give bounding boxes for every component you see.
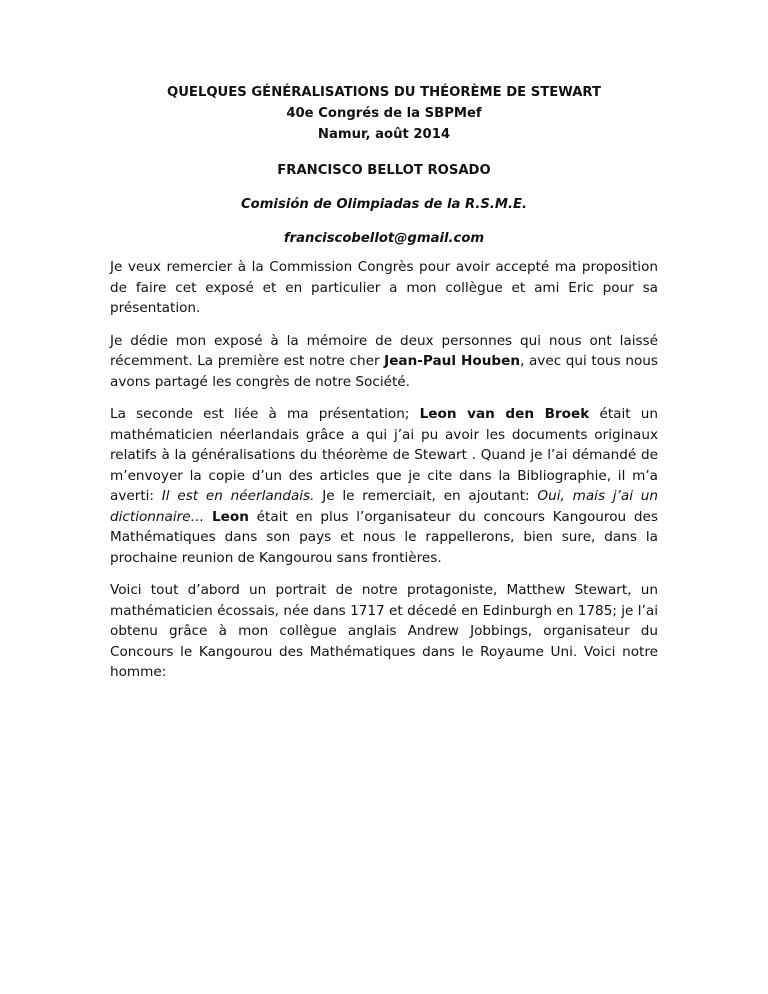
dedication-text-before: Je dédie mon exposé à la mémoire de deux personnes qui nous ont laissé récemment. La première est notre cher	[110, 332, 658, 369]
dedication-text-after: , avec qui tous nous avons partagé les congrès de notre Société.	[110, 353, 658, 390]
leon-first-name: Leon	[211, 508, 249, 525]
place-date-line: Namur, août 2014	[317, 127, 451, 142]
leon-quote-2: Oui, mais j’ai un dictionnaire…	[110, 488, 659, 525]
leon-space	[204, 509, 212, 525]
author-email: franciscobellot@gmail.com	[283, 231, 485, 246]
leon-text-end: était en plus l’organisateur du concours Kangourou des Mathématiques dans son pays et nous le rappellerons, bien sure, dans la prochaine reunion de Kangourou sans frontières.	[110, 508, 658, 566]
paragraph-dedication	[110, 331, 658, 393]
author-affiliation: Comisión de Olimpiadas de la R.S.M.E.	[240, 197, 528, 212]
congress-line: 40e Congrés de la SBPMef	[286, 106, 482, 121]
title-block	[110, 82, 658, 145]
leon-text-mid1: était un mathématicien néerlandais grâce a qui j’ai pu avoir les documents originaux relatifs à la généralisations du théorème de Stewart . Quand je l’ai démandé de m’envoyer la copie d’un des articles que je cite dans la Bibliographie, il m’a averti:	[110, 406, 659, 504]
document-title: QUELQUES GÉNÉRALISATIONS DU THÉORÈME DE STEWART	[167, 85, 601, 100]
leon-full-name: Leon van den Broek	[419, 406, 590, 422]
paragraph-leon	[110, 404, 658, 568]
leon-text-mid2: Je le remerciait, en ajoutant:	[314, 488, 538, 504]
author-name: FRANCISCO BELLOT ROSADO	[277, 163, 491, 178]
dedication-name: Jean-Paul Houben	[384, 353, 521, 369]
paragraph-acknowledgement: Je veux remercier à la Commission Congrès pour avoir accepté ma proposition de faire cet exposé et en particulier a mon collègue et ami Eric pour sa présentation.	[110, 259, 658, 316]
leon-quote-1: Il est en néerlandais.	[161, 488, 315, 504]
paragraph-stewart-portrait: Voici tout d’abord un portrait de notre protagoniste, Matthew Stewart, un mathématicien écossais, née dans 1717 et décedé en Edinburgh en 1785; je l’ai obtenu grâce à mon collègue anglais Andrew Jobbings, organisateur du Concours le Kangourou des Mathématiques dans le Royaume Uni. Voici notre homme:	[110, 582, 658, 680]
leon-text-start: La seconde est liée à ma présentation;	[110, 406, 420, 422]
